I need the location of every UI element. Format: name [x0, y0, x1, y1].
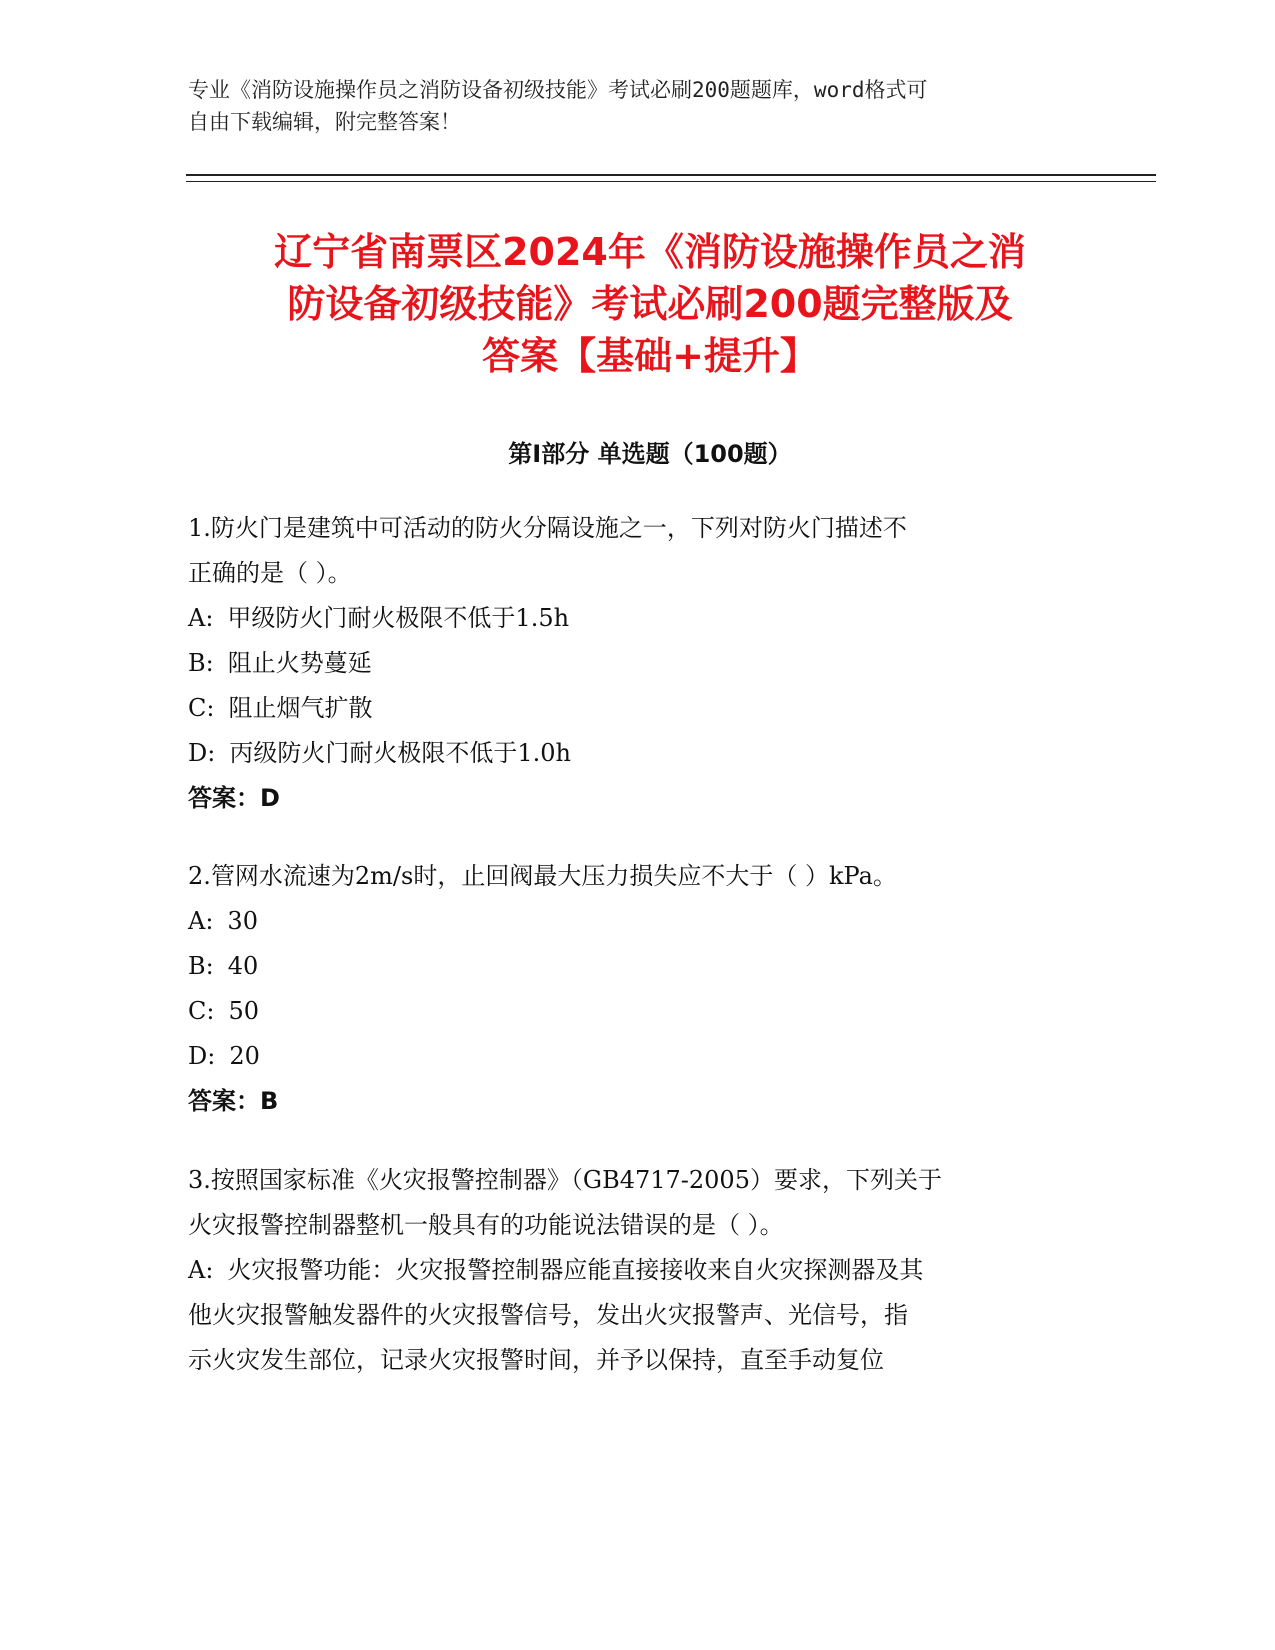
option-text: 30: [227, 907, 258, 935]
question-stem: 正确的是（ ）。: [188, 559, 352, 587]
question-stem: 1.防火门是建筑中可活动的防火分隔设施之一，下列对防火门描述不: [188, 514, 907, 542]
option-text-continuation: 示火灾发生部位，记录火灾报警时间，并予以保持，直至手动复位: [188, 1346, 884, 1374]
header-divider-thick: [186, 174, 1156, 176]
option-b: [188, 944, 1068, 989]
option-a: [188, 596, 1068, 641]
question-stem: 火灾报警控制器整机一般具有的功能说法错误的是（ ）。: [188, 1211, 784, 1239]
question-stem: 2.管网水流速为2m/s时，止回阀最大压力损失应不大于（ ）kPa。: [188, 862, 897, 890]
option-d: [188, 731, 1068, 776]
option-text: 甲级防火门耐火极限不低于1.5h: [227, 604, 570, 632]
option-a: [188, 1248, 1068, 1293]
option-text: 阻止烟气扩散: [228, 694, 373, 722]
option-label: D:: [188, 739, 216, 767]
option-a: [188, 899, 1068, 944]
option-label: A:: [188, 1256, 214, 1284]
option-text-continuation: 他火灾报警触发器件的火灾报警信号，发出火灾报警声、光信号，指: [188, 1301, 908, 1329]
header-note-line: 专业《消防设施操作员之消防设备初级技能》考试必刷200题题库，word格式可: [188, 78, 928, 102]
header-divider-thin: [186, 181, 1156, 182]
option-text: 火灾报警功能：火灾报警控制器应能直接接收来自火灾探测器及其: [227, 1256, 924, 1284]
option-text: 50: [228, 997, 259, 1025]
option-text: 丙级防火门耐火极限不低于1.0h: [229, 739, 571, 767]
option-label: B:: [188, 952, 214, 980]
question-stem: 3.按照国家标准《火灾报警控制器》（GB4717-2005）要求，下列关于: [188, 1166, 942, 1194]
option-c: [188, 686, 1068, 731]
option-b: [188, 641, 1068, 686]
header-note: [188, 74, 1068, 138]
option-label: A:: [188, 907, 214, 935]
document-title-line: 答案【基础+提升】: [482, 334, 818, 378]
answer-line: 答案：B: [188, 1087, 279, 1115]
question-3: [188, 1158, 1068, 1383]
document-title: [170, 226, 1130, 382]
option-text: 阻止火势蔓延: [227, 649, 372, 677]
document-title-line: 防设备初级技能》考试必刷200题完整版及: [287, 282, 1013, 326]
option-text: 40: [227, 952, 259, 980]
option-label: D:: [188, 1042, 216, 1070]
option-label: C:: [188, 997, 215, 1025]
option-d: [188, 1034, 1068, 1079]
option-c: [188, 989, 1068, 1034]
option-label: B:: [188, 649, 214, 677]
section-title: 第I部分 单选题（100题）: [508, 440, 792, 468]
document-title-line: 辽宁省南票区2024年《消防设施操作员之消: [274, 230, 1026, 274]
answer-line: 答案：D: [188, 784, 280, 812]
option-label: A:: [188, 604, 214, 632]
option-text: 20: [229, 1042, 260, 1070]
question-2: [188, 854, 1068, 1124]
question-1: [188, 506, 1068, 821]
option-label: C:: [188, 694, 215, 722]
header-note-line: 自由下载编辑，附完整答案！: [188, 110, 461, 134]
